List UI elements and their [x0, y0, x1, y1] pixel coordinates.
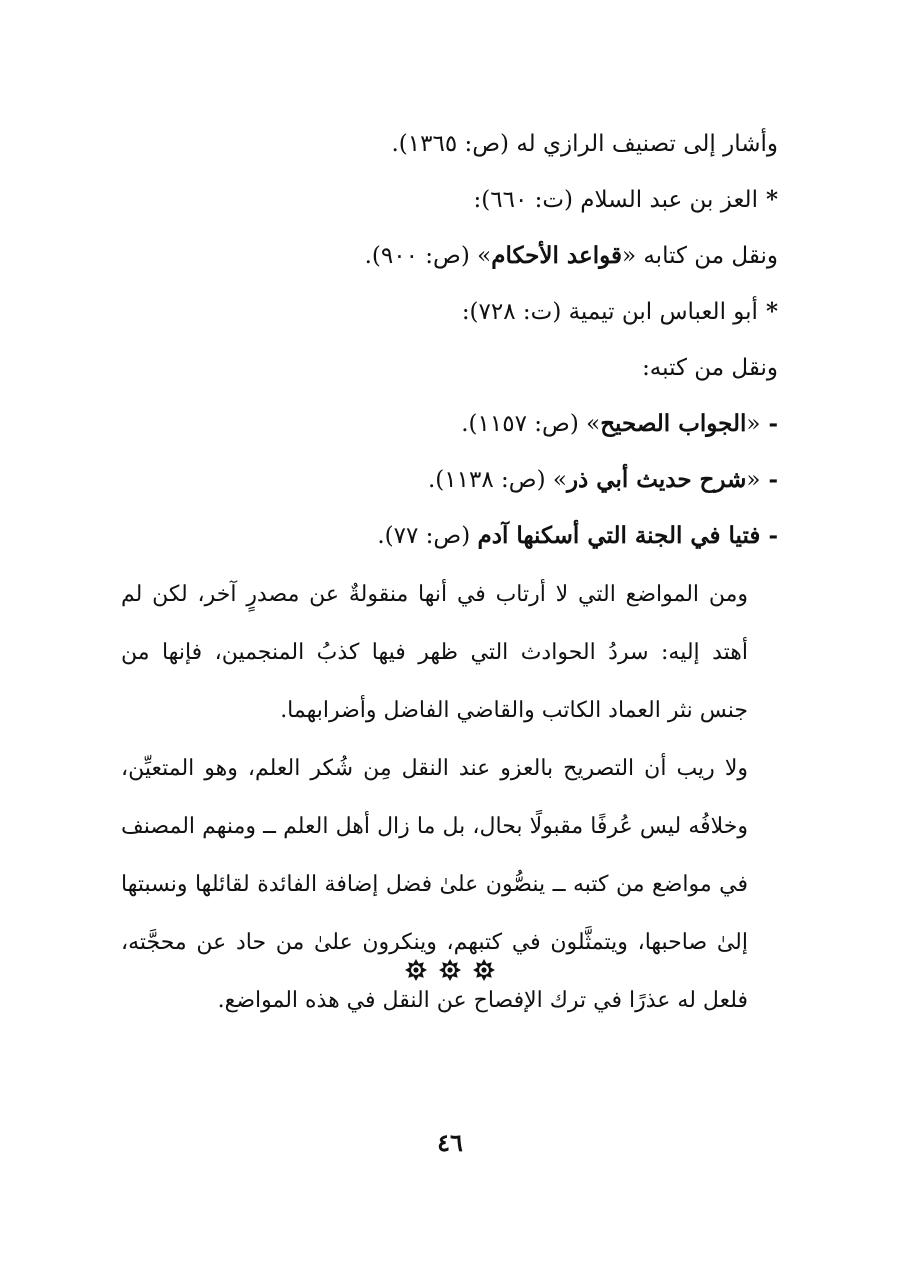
list-item: - فتيا في الجنة التي أسكنها آدم (ص: ٧٧).: [377, 522, 778, 549]
page-number: ٤٦: [437, 1128, 463, 1157]
list-dash: -: [760, 410, 778, 437]
heading-line-ibn-taymiyya: * أبو العباس ابن تيمية (ت: ٧٢٨):: [461, 298, 778, 325]
paragraph: ومن المواضع التي لا أرتاب في أنها منقولةٌ عن مصدرٍ آخر، لكن لم أهتد إليه: سردُ الحوادث التي ظهر فيها كذبُ المنجمين، فإنها من جنس نثر العماد الكاتب والقاضي الفاضل وأضرابهما.: [121, 582, 748, 723]
list-dash: -: [760, 466, 778, 493]
book-title: شرح حديث أبي ذر: [566, 466, 747, 493]
bullet-star: *: [757, 298, 778, 325]
book-title: قواعد الأحكام: [491, 242, 622, 269]
list-item: - «الجواب الصحيح» (ص: ١١٥٧).: [461, 410, 778, 437]
book-title: فتيا في الجنة التي أسكنها آدم: [477, 522, 761, 549]
text-line: وأشار إلى تصنيف الرازي له (ص: ١٣٦٥).: [391, 131, 778, 157]
list-dash: -: [760, 522, 778, 549]
section-divider: [300, 958, 600, 986]
bullet-star: *: [757, 186, 778, 213]
flower-ornament-icon: [438, 958, 462, 982]
heading-line-al-izz: * العز بن عبد السلام (ت: ٦٦٠):: [473, 186, 778, 213]
flower-ornament-icon: [472, 958, 496, 982]
flower-ornament-icon: [404, 958, 428, 982]
book-title: الجواب الصحيح: [600, 410, 747, 437]
text-line: ونقل من كتبه:: [642, 355, 778, 381]
paragraph: ولا ريب أن التصريح بالعزو عند النقل مِن شُكر العلم، وهو المتعيِّن، وخلافُه ليس عُرفًا مقبولًا بحال، بل ما زال أهل العلم ــ ومنهم المصنف في مواضع من كتبه ــ ينصُّون علىٰ فضل إضافة الفائدة لقائلها ونسبتها إلىٰ صاحبها، ويتمثَّلون في كتبهم، وينكرون علىٰ من حاد عن محجَّته، فلعل له عذرًا في ترك الإفصاح عن النقل في هذه المواضع.: [121, 756, 748, 1013]
list-item: - «شرح حديث أبي ذر» (ص: ١١٣٨).: [427, 466, 778, 493]
text-line: ونقل من كتابه «قواعد الأحكام» (ص: ٩٠٠).: [364, 242, 778, 269]
